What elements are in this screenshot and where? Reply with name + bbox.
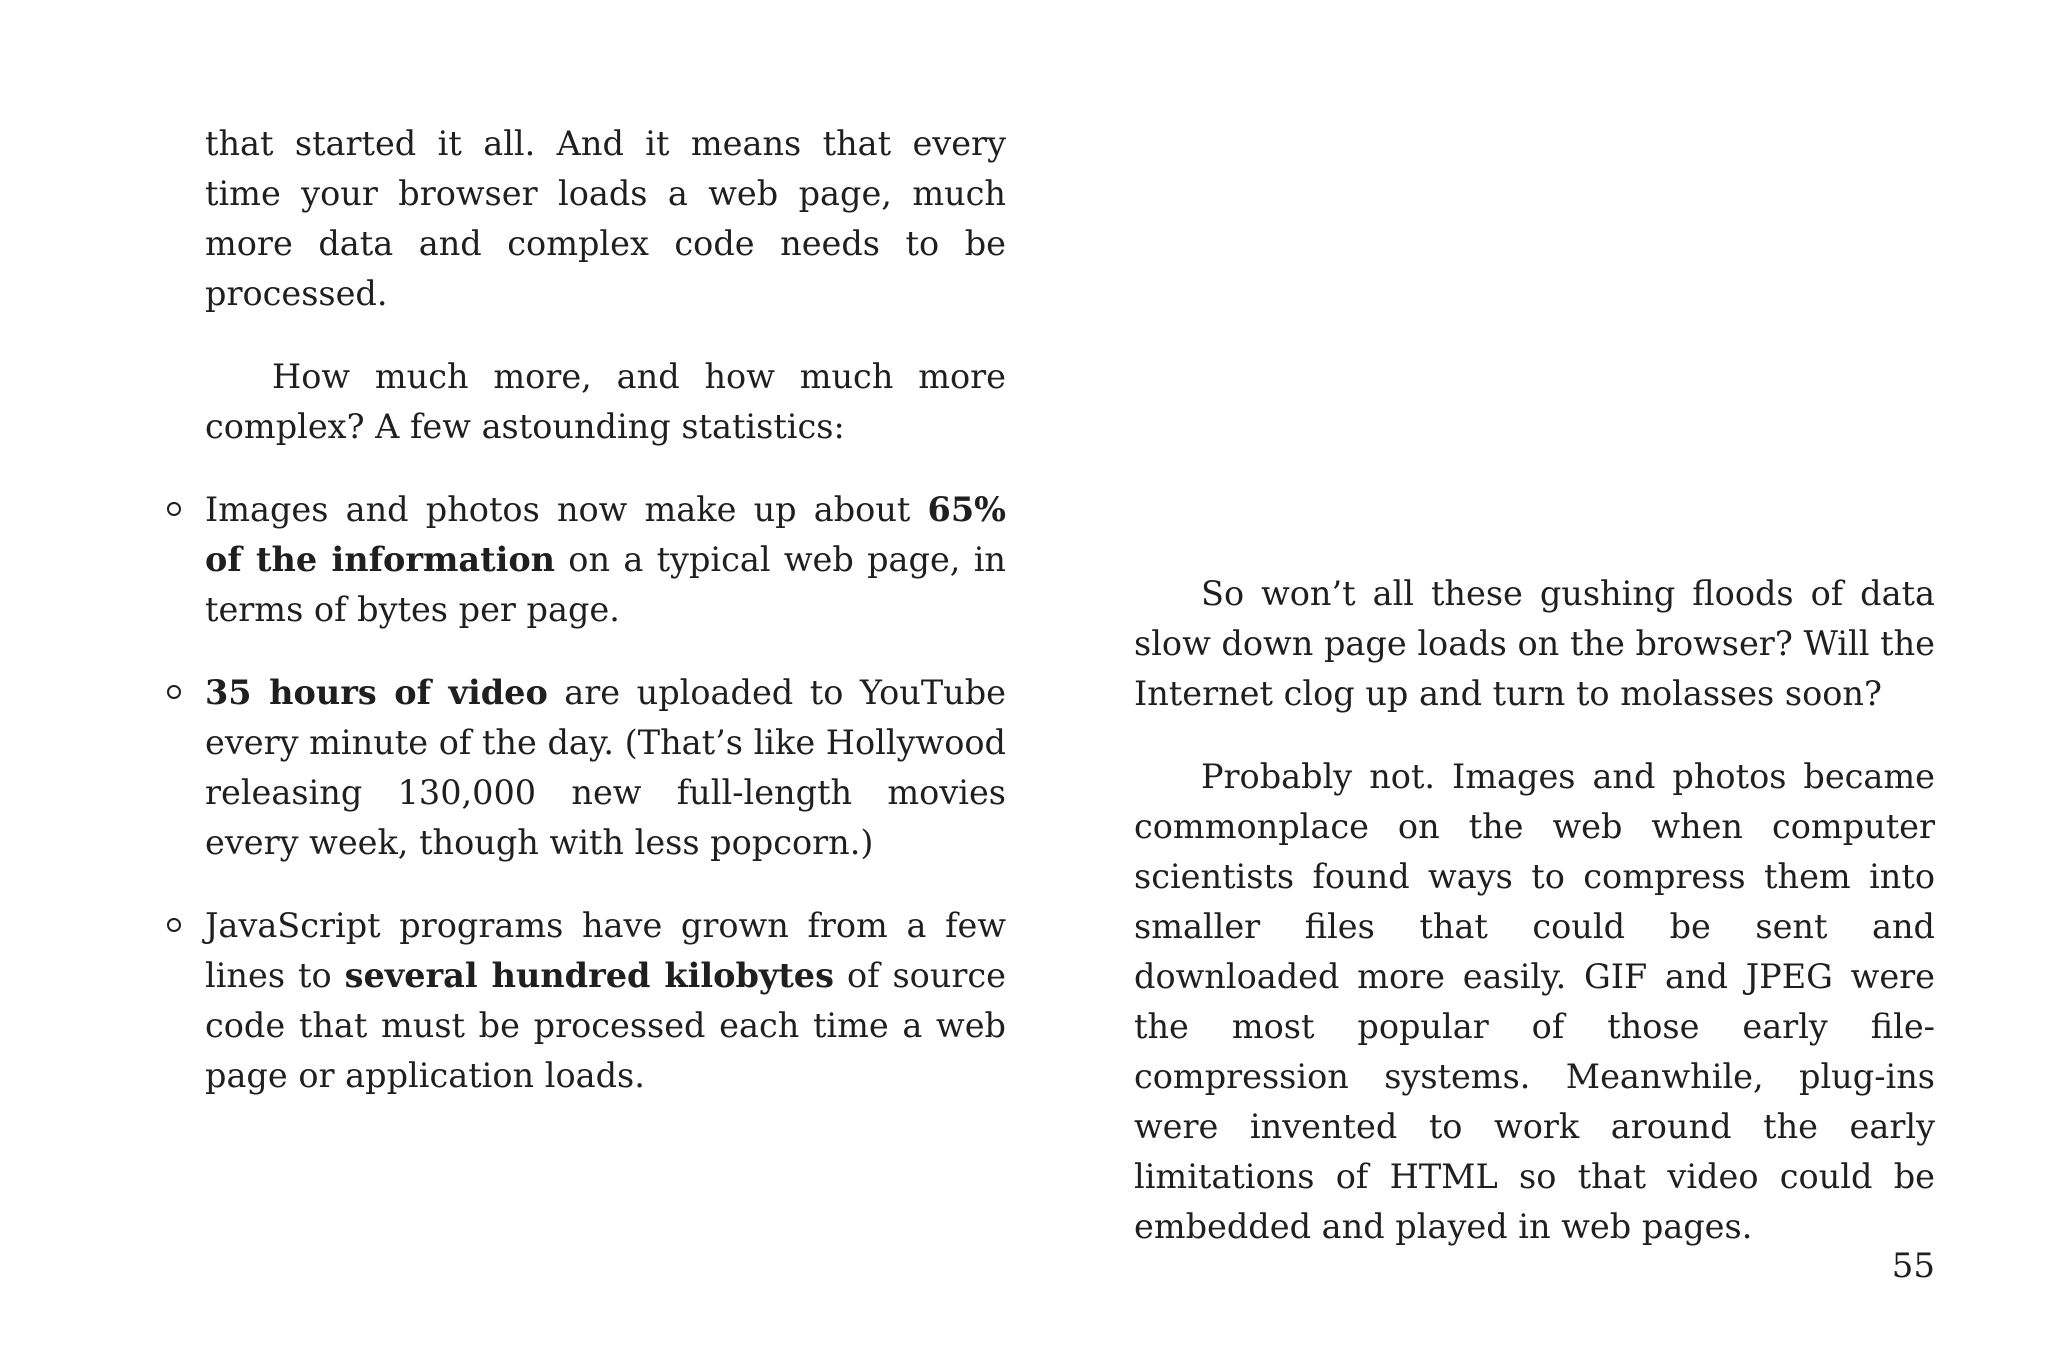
bullet-item-javascript xyxy=(205,901,1006,1101)
continued-paragraph: that started it all. And it means that every time your browser loads a web page, much more data and complex code needs to be processed. xyxy=(205,124,1006,313)
body-paragraph-floods: So won’t all these gushing floods of data slow down page loads on the browser? Will the Internet clog up and turn to molasses soon? xyxy=(1134,574,1935,713)
bullet-text-before: JavaScript programs have grown from a few lines to xyxy=(205,906,1006,995)
intro-paragraph: How much more, and how much more complex? A few astounding statistics: xyxy=(205,357,1006,446)
bullet-text-before: Images and photos now make up about xyxy=(205,490,928,529)
bullet-item-video xyxy=(205,668,1006,868)
left-column xyxy=(205,119,1006,1134)
bullet-text-after: are uploaded to YouTube every minute of the day. (That’s like Hollywood releasing 130,000 new full-length movies every week, though with less popcorn.) xyxy=(205,673,1007,862)
circle-bullet-icon xyxy=(167,502,181,516)
bullet-text-after: on a typical web page, in terms of bytes per page. xyxy=(205,540,1006,629)
circle-bullet-icon xyxy=(167,918,181,932)
page-number: 55 xyxy=(1891,1246,1935,1286)
bullet-text-after: of source code that must be processed each time a web page or application loads. xyxy=(205,956,1007,1095)
body-paragraph-compression: Probably not. Images and photos became commonplace on the web when computer scientists found ways to compress them into smaller files that could be sent and downloaded more easily. GIF and JPEG were the most popular of those early file-compression systems. Meanwhile, plug-ins were invented to work around the early limitations of HTML so that video could be embedded and played in web pages. xyxy=(1134,757,1935,1246)
bullet-text-bold: several hundred kilobytes xyxy=(344,956,834,995)
right-column xyxy=(1134,569,1935,1285)
circle-bullet-icon xyxy=(167,685,181,699)
bullet-text-bold: 35 hours of video xyxy=(205,673,548,712)
bullet-item-images xyxy=(205,485,1006,635)
bullet-text-bold: 65% of the information xyxy=(205,490,1006,579)
